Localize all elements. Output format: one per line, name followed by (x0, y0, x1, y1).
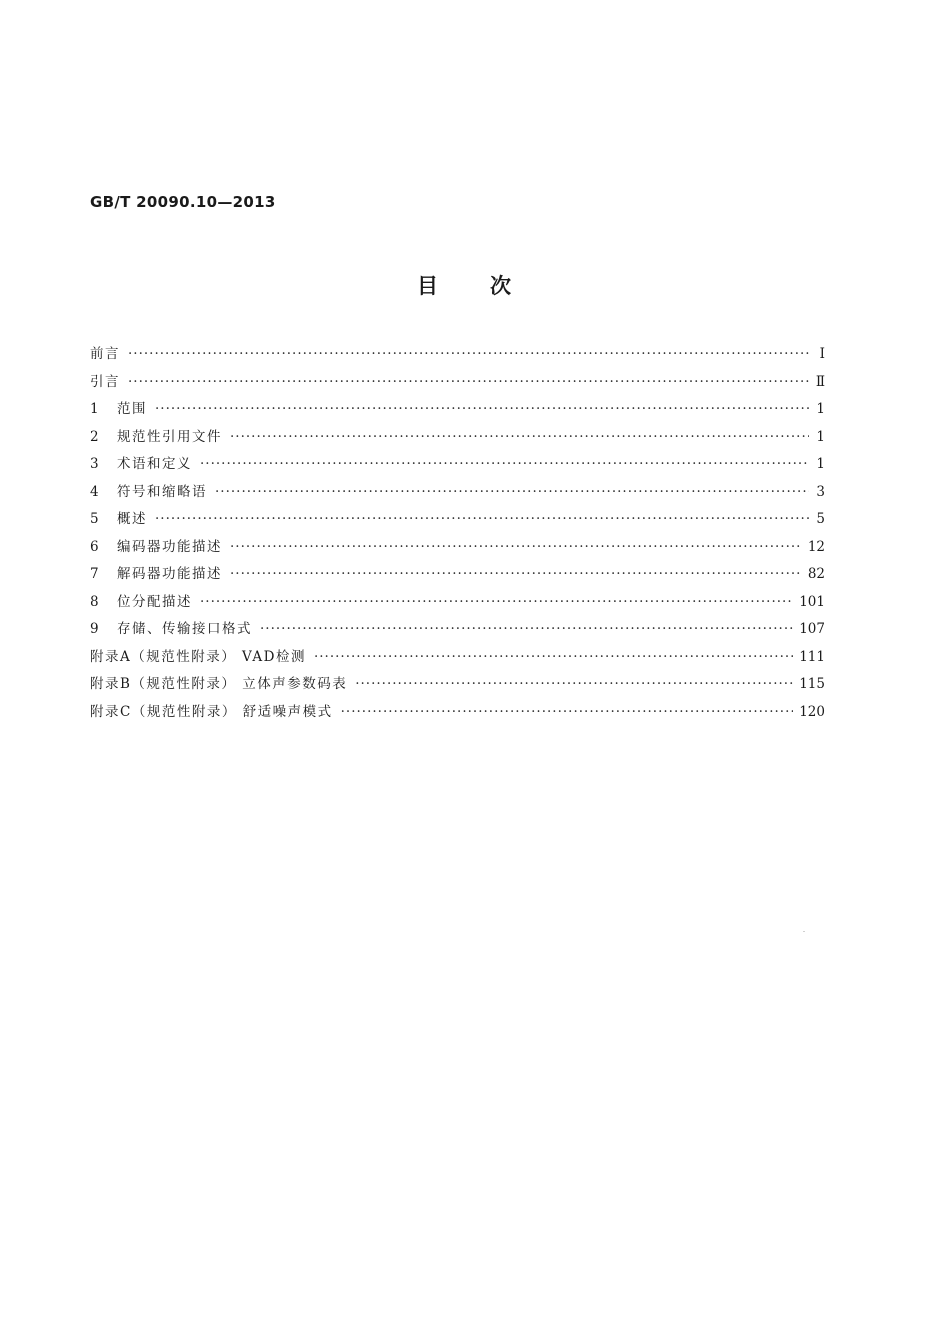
toc-section-number: 5 (90, 511, 99, 527)
toc-entry-text: 附录B（规范性附录） 立体声参数码表 (90, 676, 348, 692)
dot-leader (128, 369, 809, 397)
toc-entry-text: 附录C（规范性附录） 舒适噪声模式 (90, 703, 333, 720)
toc-entry-bit-allocation[interactable] (90, 589, 825, 617)
toc-page-number: Ⅱ (815, 373, 825, 390)
table-of-contents (90, 341, 825, 726)
dot-leader (128, 341, 809, 369)
dot-leader (200, 451, 809, 479)
toc-entry-text: 引言 (90, 373, 120, 390)
toc-page-number: 1 (816, 456, 825, 472)
toc-entry-introduction[interactable] (90, 369, 825, 397)
toc-entry-encoder[interactable] (90, 534, 825, 562)
toc-entry-text: 范围 (117, 401, 147, 417)
toc-page-number: 115 (799, 676, 825, 692)
toc-page-number: 5 (816, 511, 825, 527)
toc-entry-overview[interactable] (90, 506, 825, 534)
toc-entry-normative-references[interactable] (90, 424, 825, 452)
toc-section-number: 2 (90, 428, 99, 445)
dot-leader (260, 616, 793, 644)
toc-page-number: 111 (799, 648, 825, 665)
toc-page-number: 120 (799, 703, 825, 720)
toc-entry-text: 编码器功能描述 (117, 538, 222, 555)
toc-section-number: 6 (90, 538, 99, 555)
dot-leader (230, 561, 802, 589)
toc-entry-text: 前言 (90, 346, 120, 362)
dot-leader (215, 479, 809, 507)
toc-entry-text: 存储、传输接口格式 (117, 621, 252, 637)
dot-leader (230, 534, 802, 562)
toc-section-number: 7 (90, 566, 99, 582)
toc-section-number: 3 (90, 456, 99, 472)
toc-entry-text: 术语和定义 (117, 456, 192, 472)
toc-page-number: 101 (799, 593, 825, 610)
toc-page-number: 107 (799, 621, 825, 637)
toc-entry-text: 概述 (117, 511, 147, 527)
toc-page-number: 3 (816, 483, 825, 500)
dot-leader (314, 644, 793, 672)
toc-page-number: 1 (816, 401, 825, 417)
toc-entry-scope[interactable] (90, 396, 825, 424)
toc-section-number: 9 (90, 621, 99, 637)
toc-entry-foreword[interactable] (90, 341, 825, 369)
scan-speck (803, 931, 805, 932)
toc-entry-storage-interface[interactable] (90, 616, 825, 644)
toc-entry-annex-b[interactable] (90, 671, 825, 699)
toc-section-number: 8 (90, 593, 99, 610)
toc-entry-text: 规范性引用文件 (117, 428, 222, 445)
dot-leader (200, 589, 793, 617)
toc-entry-text: 附录A（规范性附录） VAD检测 (90, 648, 306, 665)
toc-entry-decoder[interactable] (90, 561, 825, 589)
toc-entry-text: 位分配描述 (117, 593, 192, 610)
toc-entry-terms-definitions[interactable] (90, 451, 825, 479)
dot-leader (155, 506, 809, 534)
toc-entry-text: 符号和缩略语 (117, 483, 207, 500)
toc-entry-annex-c[interactable] (90, 699, 825, 727)
toc-entry-symbols-abbreviations[interactable] (90, 479, 825, 507)
dot-leader (355, 671, 793, 699)
toc-entry-annex-a[interactable] (90, 644, 825, 672)
toc-page-number: Ⅰ (819, 346, 825, 362)
toc-section-number: 4 (90, 483, 99, 500)
standard-code: GB/T 20090.10—2013 (90, 193, 276, 211)
toc-title: 目次 (417, 274, 563, 298)
toc-entry-text: 解码器功能描述 (117, 566, 222, 582)
toc-section-number: 1 (90, 401, 99, 417)
toc-page-number: 1 (816, 428, 825, 445)
toc-page-number: 82 (807, 566, 825, 582)
dot-leader (230, 424, 809, 452)
dot-leader (341, 699, 794, 727)
dot-leader (155, 396, 809, 424)
toc-page-number: 12 (807, 538, 825, 555)
